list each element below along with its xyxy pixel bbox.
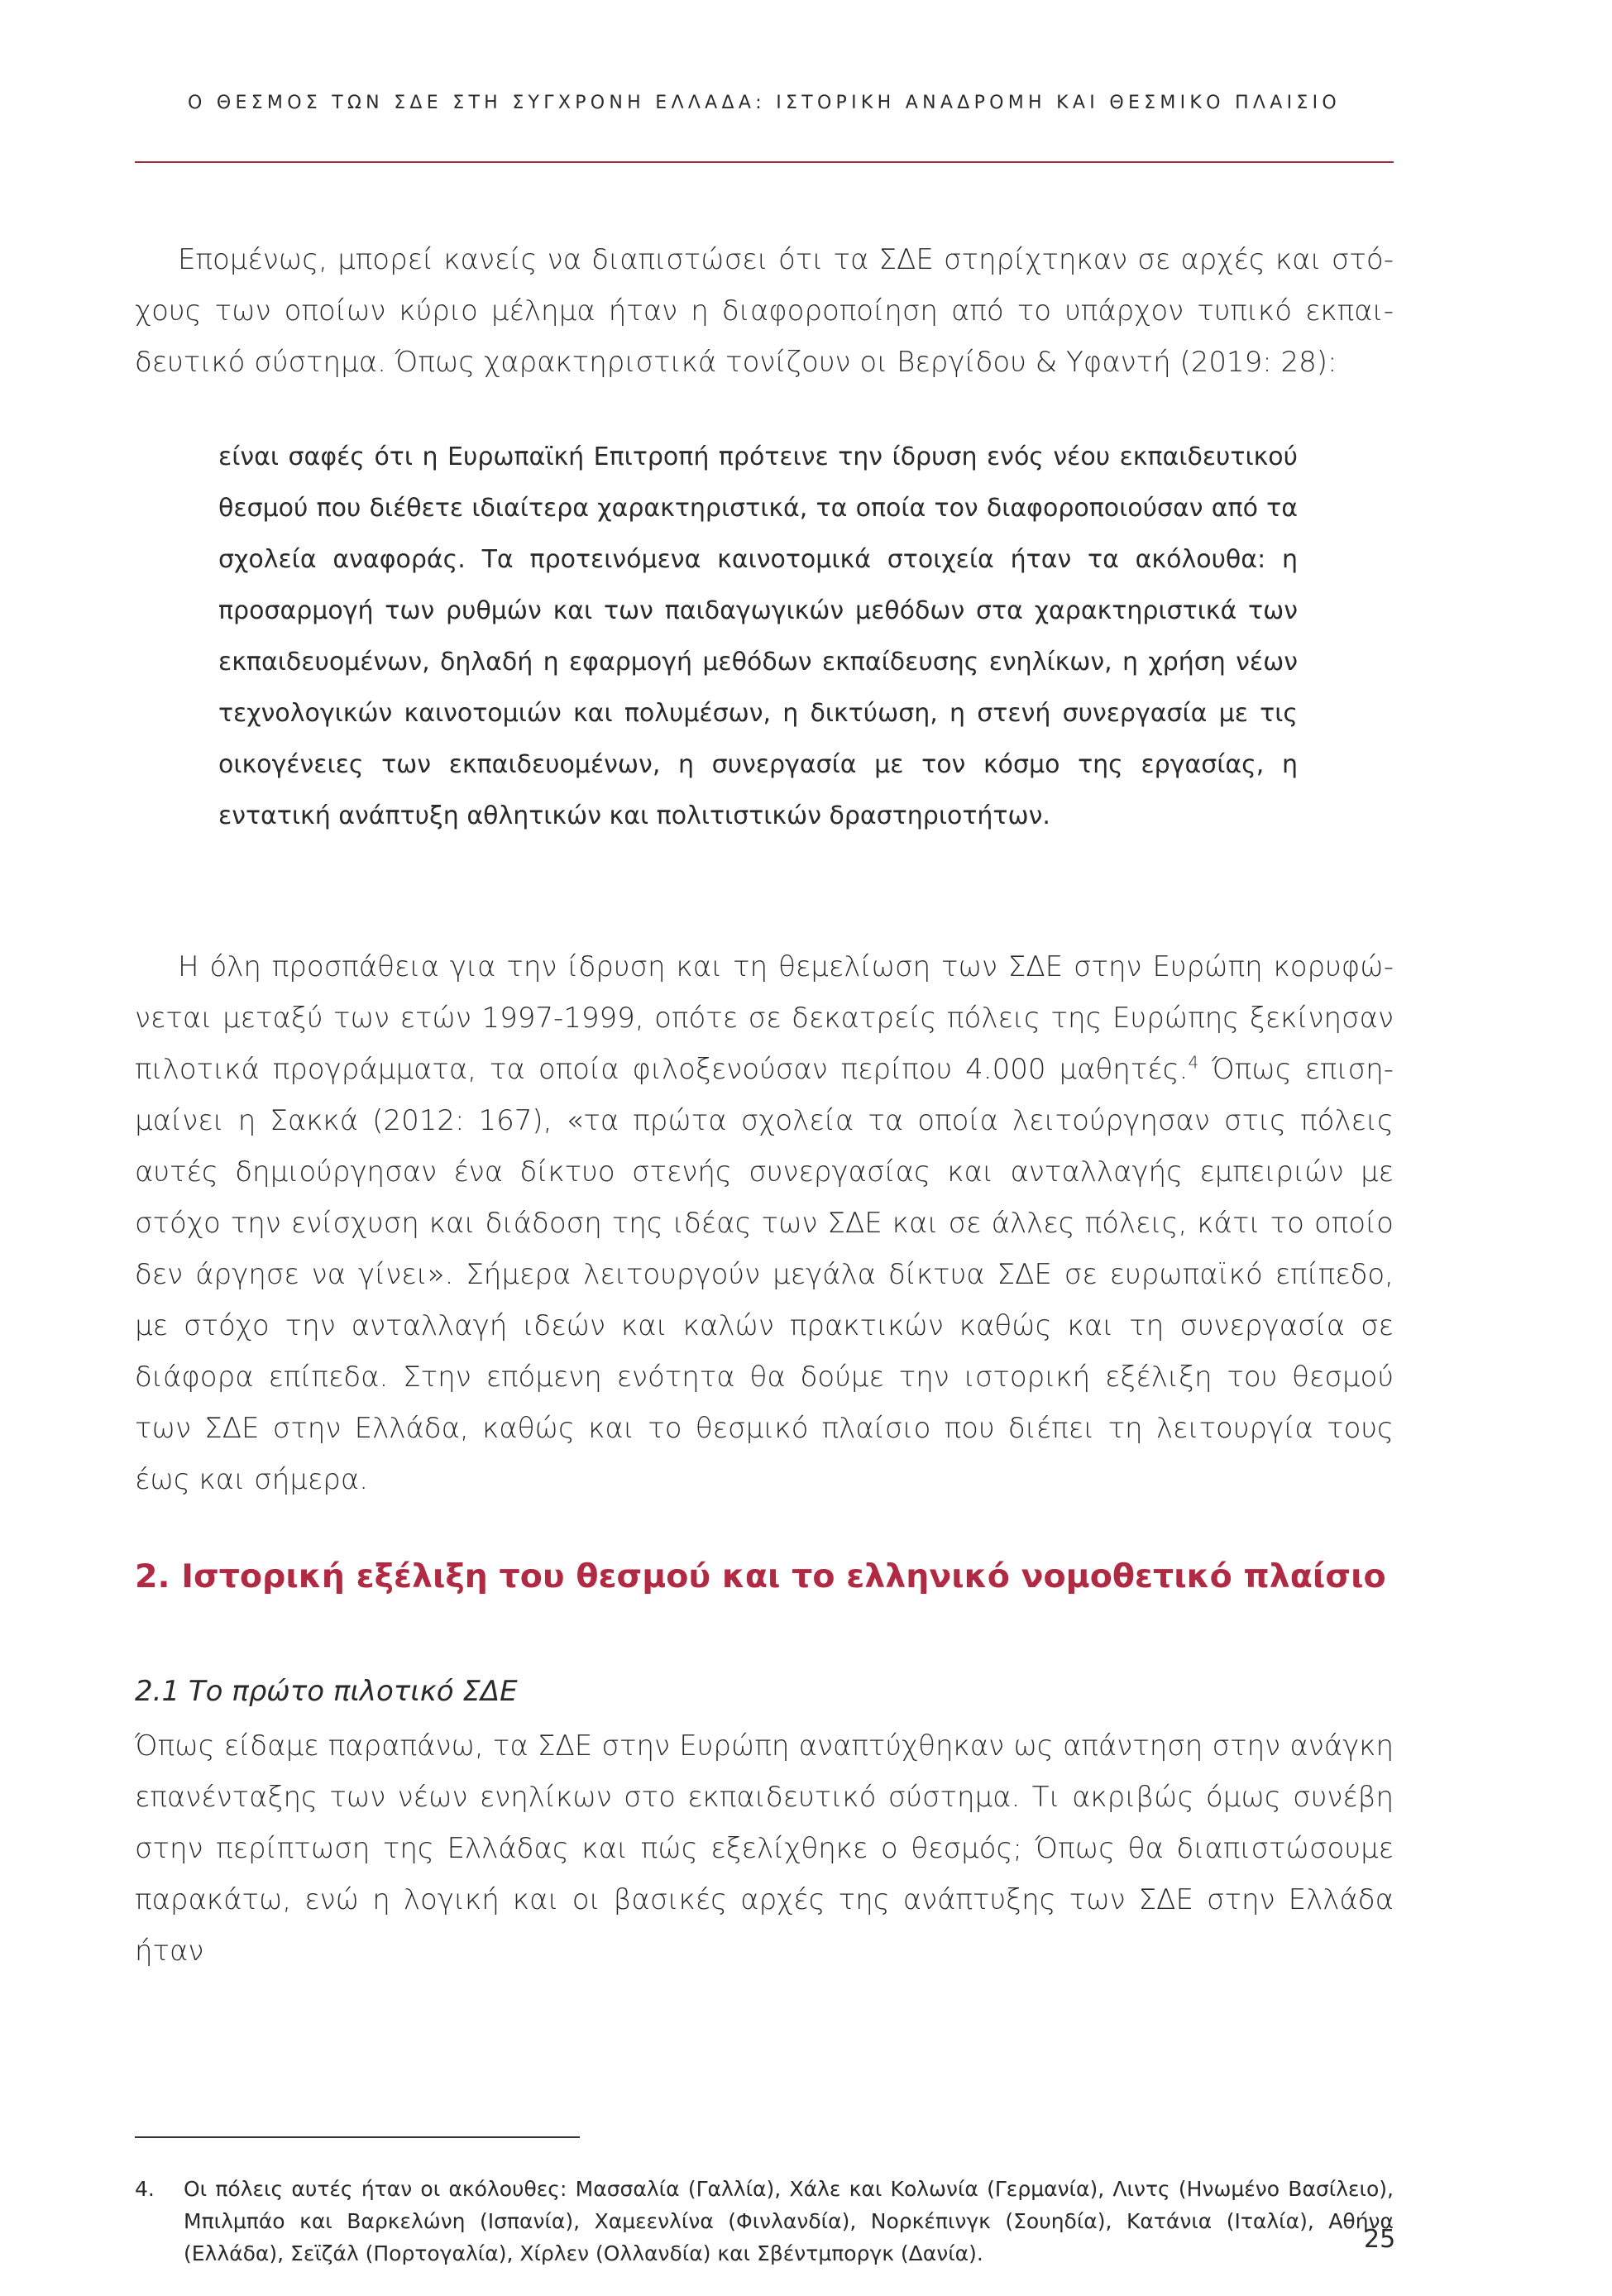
footnote: [135, 2173, 1394, 2270]
body-paragraph-2-part-2: Όπως επισημαίνει η Σακκά (2012: 167), «τα πρώτα σχολεία τα οποία λειτούργησαν στις πόλεις αυτές δημιούργησαν ένα δίκτυο στενής συνεργασίας και ανταλλαγής εμπειριών με στόχο την ενίσχυση και διάδοση της ιδέας των ΣΔΕ και σε άλλες πόλεις, κάτι το οποίο δεν άργησε να γίνει». Σήμερα λειτουργούν μεγάλα δίκτυα ΣΔΕ σε ευρωπαϊκό επίπεδο, με στόχο την ανταλλαγή ιδεών και καλών πρακτικών καθώς και τη συνεργασία σε διάφορα επίπεδα. Στην επόμενη ενότητα θα δούμε την ιστορική εξέλιξη του θεσμού των ΣΔΕ στην Ελλάδα, καθώς και το θεσμικό πλαίσιο που διέπει τη λειτουργία τους έως και σήμερα.: [135, 1053, 1394, 1496]
section-heading: 2. Ιστορική εξέλιξη του θεσμού και το ελληνικό νομοθετικό πλαίσιο: [135, 1557, 1386, 1595]
header-divider: [135, 161, 1394, 163]
running-head: Ο ΘΕΣΜΟΣ ΤΩΝ ΣΔΕ ΣΤΗ ΣΥΓΧΡΟΝΗ ΕΛΛΑΔΑ: ΙΣΤΟΡΙΚΗ ΑΝΑΔΡΟΜΗ ΚΑΙ ΘΕΣΜΙΚΟ ΠΛΑΙΣΙΟ: [187, 93, 1342, 113]
block-quote: είναι σαφές ότι η Ευρωπαϊκή Επιτροπή πρότεινε την ίδρυση ενός νέου εκπαιδευτικού θεσμού που διέθετε ιδιαίτερα χαρακτηριστικά, τα οποία τον διαφοροποιούσαν από τα σχολεία αναφοράς. Τα προτεινόμενα καινοτομικά στοιχεία ήταν τα ακόλουθα: η προσαρμογή των ρυθμών και των παιδαγωγικών μεθόδων στα χαρακτηριστικά των εκπαιδευομένων, δηλαδή η εφαρμογή μεθόδων εκπαίδευσης ενηλίκων, η χρήση νέων τεχνολογικών καινοτομιών και πολυμέσων, η δικτύωση, η στενή συνεργασία με τις οικογένειες των εκπαιδευομένων, η συνεργασία με τον κόσμο της εργασίας, η εντατική ανάπτυξη αθλητικών και πολιτιστικών δραστηριοτήτων.: [218, 442, 1298, 830]
footnote-text: Οι πόλεις αυτές ήταν οι ακόλουθες: Μασσαλία (Γαλλία), Χάλε και Κολωνία (Γερμανία), Λιντς (Ηνωμένο Βασίλειο), Μπιλμπάο και Βαρκελώνη (Ισπανία), Χαμεενλίνα (Φινλανδία), Νορκέπινγκ (Σουηδία), Κατάνια (Ιταλία), Αθήνα (Ελλάδα), Σεϊζάλ (Πορτογαλία), Χίρλεν (Ολλανδία) και Σβέντμποργκ (Δανία).: [184, 2177, 1394, 2265]
subsection-heading: 2.1 Το πρώτο πιλοτικό ΣΔΕ: [135, 1675, 518, 1708]
page-number: 25: [1364, 2225, 1396, 2254]
footnote-number: 4.: [135, 2177, 155, 2201]
body-paragraph-2: [135, 941, 1394, 1505]
footnote-reference[interactable]: 4: [1188, 1052, 1199, 1073]
body-paragraph-2-part-1: Η όλη προσπάθεια για την ίδρυση και τη θεμελίωση των ΣΔΕ στην Ευρώπη κορυφώνεται μεταξύ των ετών 1997-1999, οπότε σε δεκατρείς πόλεις της Ευρώπης ξεκίνησαν πιλοτικά προγράμματα, τα οποία φιλοξενούσαν περίπου 4.000 μαθητές.: [135, 950, 1394, 1086]
footnote-divider: [135, 2136, 580, 2138]
body-paragraph-1: Επομένως, μπορεί κανείς να διαπιστώσει ότι τα ΣΔΕ στηρίχτηκαν σε αρχές και στόχους των οποίων κύριο μέλημα ήταν η διαφοροποίηση από το υπάρχον τυπικό εκπαιδευτικό σύστημα. Όπως χαρακτηριστικά τονίζουν οι Βεργίδου & Υφαντή (2019: 28):: [135, 243, 1394, 379]
body-paragraph-3: Όπως είδαμε παραπάνω, τα ΣΔΕ στην Ευρώπη αναπτύχθηκαν ως απάντηση στην ανάγκη επανένταξης των νέων ενηλίκων στο εκπαιδευτικό σύστημα. Τι ακριβώς όμως συνέβη στην περίπτωση της Ελλάδας και πώς εξελίχθηκε ο θεσμός; Όπως θα διαπιστώσουμε παρακάτω, ενώ η λογική και οι βασικές αρχές της ανάπτυξης των ΣΔΕ στην Ελλάδα ήταν: [135, 1729, 1394, 1968]
